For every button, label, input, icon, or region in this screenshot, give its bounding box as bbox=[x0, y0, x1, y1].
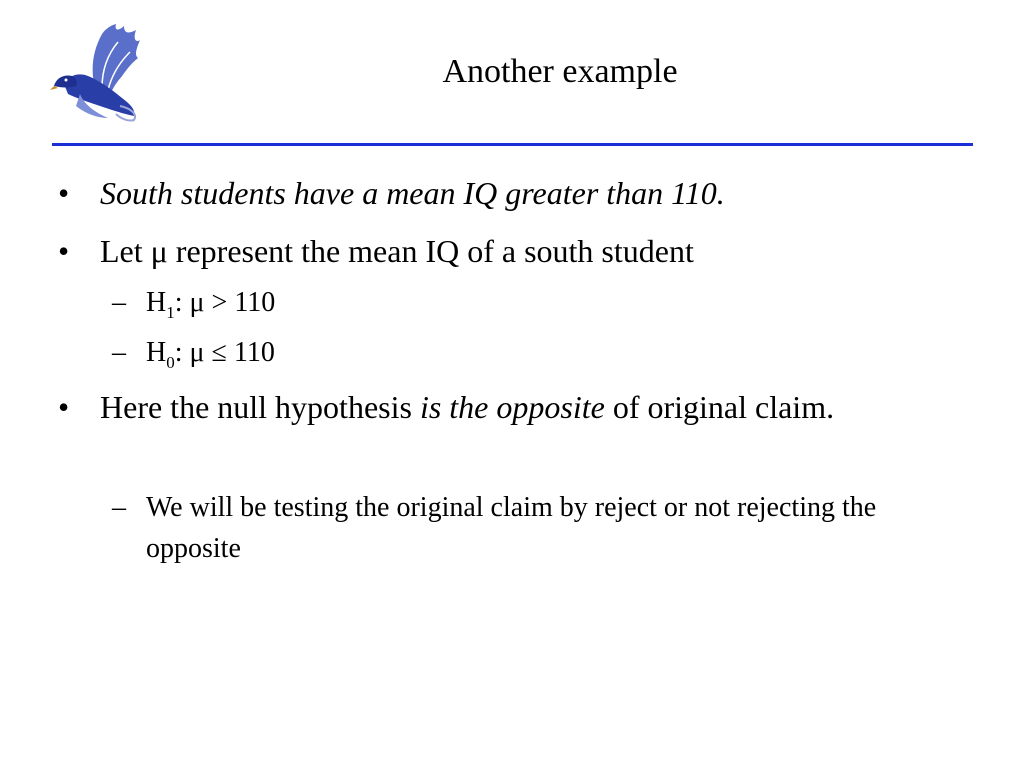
hypothesis-symbol: H bbox=[146, 287, 167, 318]
slide-title: Another example bbox=[442, 53, 678, 90]
bullet-define-mu-text: Let μ represent the mean IQ of a south student bbox=[100, 233, 694, 269]
sub-bullet-h1 bbox=[112, 282, 906, 326]
bullet-null-text-end: of original claim. bbox=[604, 389, 835, 425]
bullet-icon: • bbox=[58, 233, 70, 269]
hypothesis-subscript: 1 bbox=[166, 303, 175, 322]
dash-icon: – bbox=[112, 337, 126, 368]
bullet-define-mu bbox=[58, 229, 930, 273]
bullet-icon: • bbox=[58, 175, 70, 211]
hypothesis-text: : μ ≤ 110 bbox=[174, 337, 275, 368]
bullet-claim-text: South students have a mean IQ greater than 110. bbox=[100, 175, 725, 211]
eagle-icon bbox=[50, 22, 142, 122]
testing-note-text: We will be testing the original claim by reject or not rejecting the opposite bbox=[146, 492, 877, 564]
dash-icon: – bbox=[112, 287, 126, 318]
bullet-icon: • bbox=[58, 389, 70, 425]
bullet-null-text-italic: is the opposite bbox=[419, 389, 605, 425]
bullet-null-hypothesis bbox=[58, 385, 930, 429]
hypothesis-subscript: 0 bbox=[166, 353, 175, 372]
bullet-claim bbox=[58, 171, 930, 215]
title-divider bbox=[52, 143, 973, 146]
dash-icon: – bbox=[112, 492, 126, 523]
hypothesis-text: : μ > 110 bbox=[174, 287, 276, 318]
hypothesis-symbol: H bbox=[146, 337, 167, 368]
sub-bullet-h0 bbox=[112, 332, 906, 376]
bullet-null-text-start: Here the null hypothesis bbox=[100, 389, 420, 425]
sub-bullet-testing-note bbox=[112, 487, 906, 569]
